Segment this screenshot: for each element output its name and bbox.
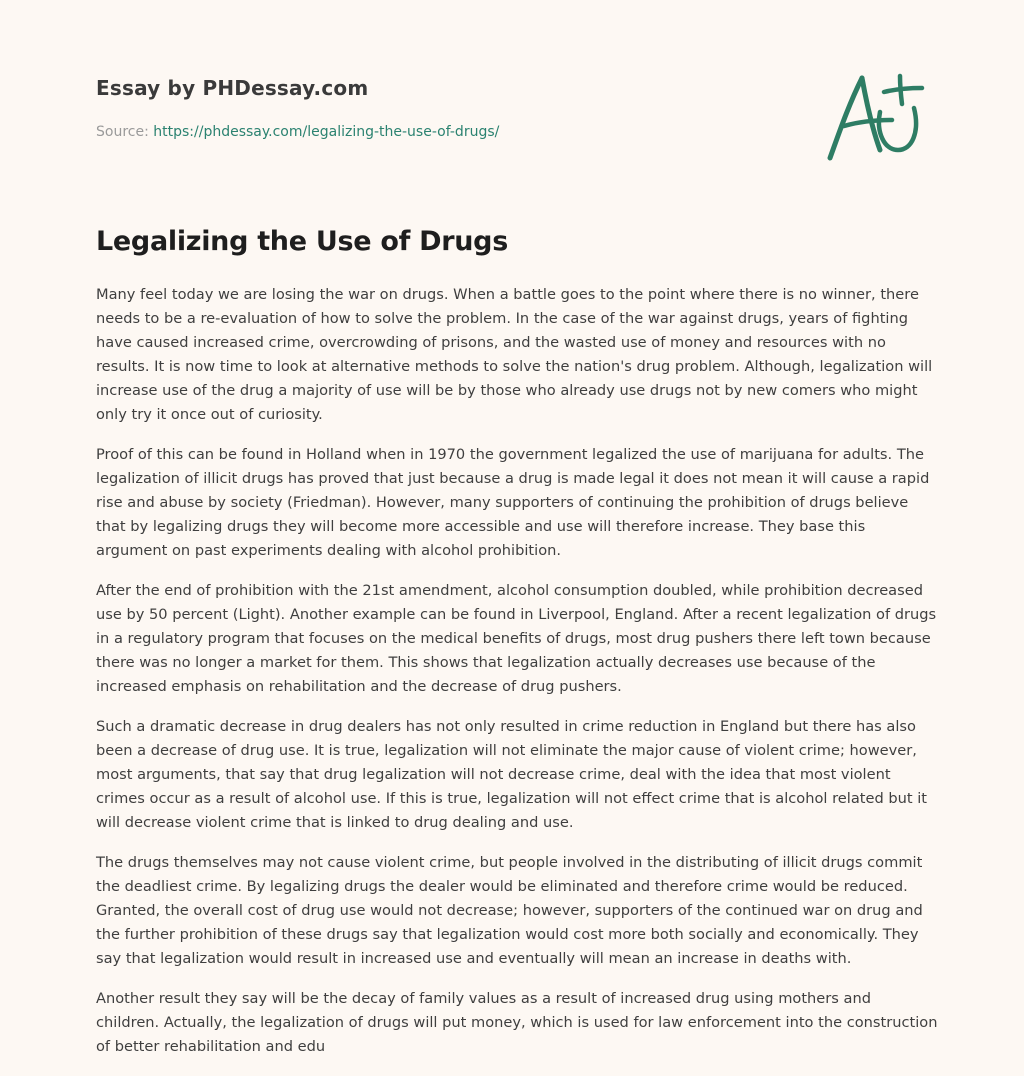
essay-paragraph: Many feel today we are losing the war on drugs. When a battle goes to the point where there is no winner, there needs to be a re-evaluation of how to solve the problem. In the case of the war against drugs, years of fighting have caused increased crime, overcrowding of prisons, and the wasted use of money and resources with no results. It is now time to look at alternative methods to solve the nation's drug problem. Although, legalization will increase use of the drug a majority of use will be by those who already use drugs not by new comers who might only try it once out of curiosity. (96, 286, 933, 423)
source-link[interactable]: https://phdessay.com/legalizing-the-use-of-drugs/ (153, 124, 500, 140)
essay-header (96, 76, 796, 140)
essay-paragraph: Such a dramatic decrease in drug dealers has not only resulted in crime reduction in England but there has also been a decrease of drug use. It is true, legalization will not eliminate the major cause of violent crime; however, most arguments, that say that drug legalization will not decrease crime, deal with the idea that most violent crimes occur as a result of alcohol use. If this is true, legalization will not effect crime that is alcohol related but it will decrease violent crime that is linked to drug dealing and use. (96, 718, 928, 831)
essay-paragraph: Another result they say will be the decay of family values as a result of increased drug using mothers and children. Actually, the legalization of drugs will put money, which is used for law enforcement into the construction of better rehabilitation and edu (96, 990, 938, 1055)
site-brand: Essay by PHDessay.com (96, 76, 369, 100)
source-line (96, 124, 796, 140)
essay-paragraph: The drugs themselves may not cause violent crime, but people involved in the distributing of illicit drugs commit the deadliest crime. By legalizing drugs the dealer would be eliminated and therefore crime would be reduced. Granted, the overall cost of drug use would not decrease; however, supporters of the continued war on drug and the further prohibition of these drugs say that legalization would cost more both socially and economically. They say that legalization would result in increased use and eventually will mean an increase in deaths with. (96, 854, 923, 967)
essay-content (96, 226, 938, 1075)
a-plus-logo-icon (822, 70, 926, 164)
essay-title: Legalizing the Use of Drugs (96, 226, 508, 257)
essay-paragraph: Proof of this can be found in Holland when in 1970 the government legalized the use of marijuana for adults. The legalization of illicit drugs has proved that just because a drug is made legal it does not mean it will cause a rapid rise and abuse by society (Friedman). However, many supporters of continuing the prohibition of drugs believe that by legalizing drugs they will become more accessible and use will therefore increase. They base this argument on past experiments dealing with alcohol prohibition. (96, 446, 930, 559)
essay-paragraph: After the end of prohibition with the 21st amendment, alcohol consumption doubled, while prohibition decreased use by 50 percent (Light). Another example can be found in Liverpool, England. After a recent legalization of drugs in a regulatory program that focuses on the medical benefits of drugs, most drug pushers there left town because there was no longer a market for them. This shows that legalization actually decreases use because of the increased emphasis on rehabilitation and the decrease of drug pushers. (96, 582, 937, 695)
source-label: Source: (96, 124, 149, 140)
